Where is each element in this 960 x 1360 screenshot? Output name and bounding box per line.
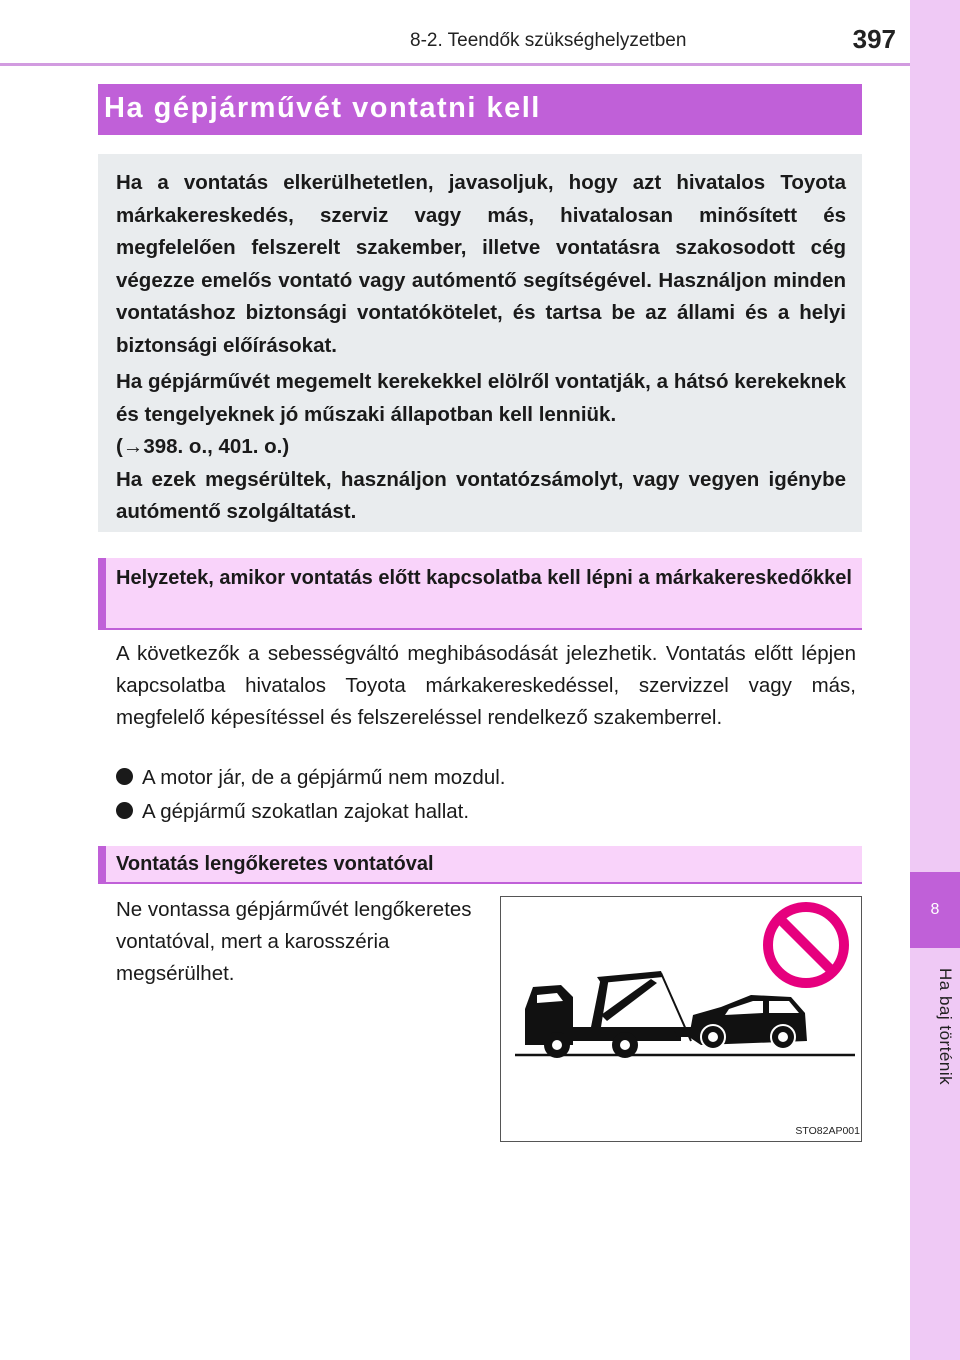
header-rule (0, 63, 910, 66)
page-title: Ha gépjárművét vontatni kell (104, 92, 541, 124)
intro-paragraph-2-text-cont: Ha ezek megsérültek, használjon vontatózsámolyt, vagy vegyen igénybe autómentő szolgáltatást. (116, 467, 846, 523)
intro-paragraph-2 (116, 366, 846, 529)
illustration-frame (500, 896, 862, 1142)
list-item (116, 762, 856, 794)
section-body: Ne vontassa gépjárművét lengőkeretes vontatóval, mert a karosszéria megsérülhet. (116, 898, 472, 985)
running-header-section: 8-2. Teendők szükséghelyzetben (410, 30, 687, 51)
intro-paragraph-2-text: Ha gépjárművét megemelt kerekekkel elölről vontatják, a hátsó kerekeknek és tengelyeknek jó műszaki állapotban kell lenniük. (116, 370, 846, 426)
chapter-title-vertical: Ha baj történik (936, 968, 955, 1086)
wheel-lift-tow-illustration (501, 897, 860, 1140)
chapter-number-tab: 8 (910, 872, 960, 948)
page-number: 397 (852, 24, 896, 54)
section-heading: Vontatás lengőkeretes vontatóval (116, 853, 434, 875)
tow-truck-icon (525, 971, 697, 1058)
prohibition-sign-icon (768, 907, 844, 983)
bullet-icon (116, 768, 133, 785)
bullet-icon (116, 802, 133, 819)
list-item (116, 796, 856, 828)
car-icon (689, 995, 807, 1049)
chapter-side-tab (910, 0, 960, 1360)
list-item-text: A gépjármű szokatlan zajokat hallat. (142, 800, 470, 823)
figure-code: STO82AP001 (795, 1125, 860, 1137)
intro-paragraph-1: Ha a vontatás elkerülhetetlen, javasoljuk, hogy azt hivatalos Toyota márkakereskedés, szerviz vagy más, hivatalosan minősített és megfelelően felszerelt szakember, illetve vontatásra szakosodott cég végezze emelős vontató vagy autómentő segítségével. Használjon minden vontatáshoz biztonsági vontatókötelet, és tartsa be az állami és a helyi biztonsági előírásokat. (116, 171, 846, 357)
section-heading: Helyzetek, amikor vontatás előtt kapcsolatba kell lépni a márkakereskedőkkel (116, 567, 852, 589)
list-item-text: A motor jár, de a gépjármű nem mozdul. (142, 766, 506, 789)
page-reference: (→398. o., 401. o.) (116, 435, 290, 458)
section-body: A következők a sebességváltó meghibásodását jelezhetik. Vontatás előtt lépjen kapcsolatba hivatalos Toyota márkakereskedéssel, szervizzel vagy más, megfelelő képesítéssel és felszereléssel rendelkező szakemberrel. (116, 642, 856, 729)
